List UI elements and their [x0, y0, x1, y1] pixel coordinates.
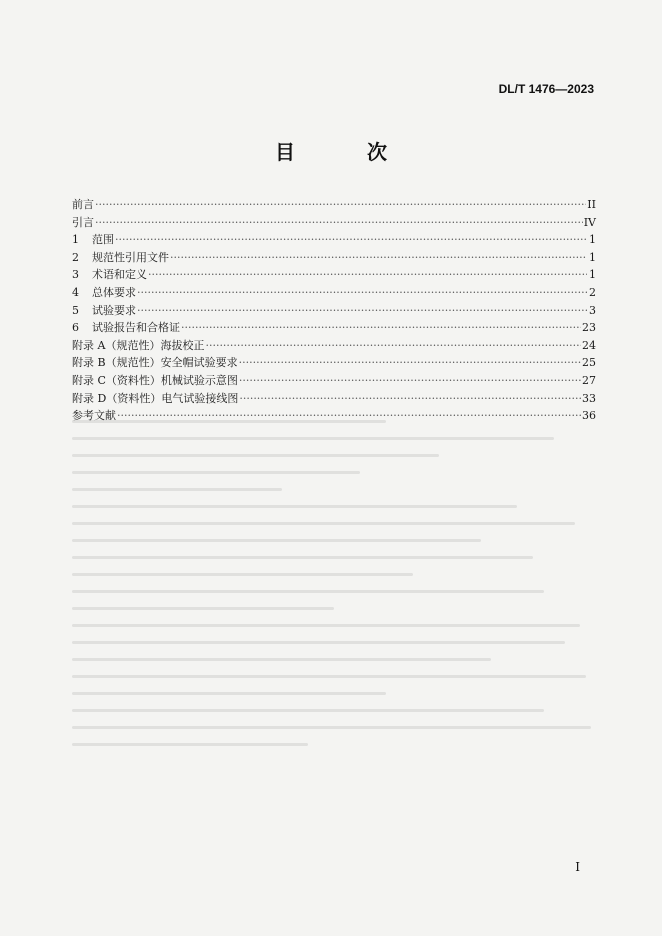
toc-entry-page: 33	[582, 391, 596, 405]
toc-entry-label: 试验要求	[92, 303, 136, 317]
toc-leader-dots	[205, 337, 581, 355]
toc-entry-label: 附录 C（资料性）机械试验示意图	[72, 373, 238, 387]
toc-leader-dots	[181, 319, 581, 337]
toc-entry-page: 24	[582, 338, 596, 352]
toc-entry-page: 36	[582, 409, 596, 423]
toc-entry[interactable]	[72, 249, 596, 267]
toc-entry[interactable]	[72, 337, 596, 355]
toc-entry-number: 6	[72, 321, 79, 335]
toc-leader-dots	[239, 354, 581, 372]
toc-entry[interactable]	[72, 302, 596, 320]
toc-entry-label: 附录 A（规范性）海拔校正	[72, 338, 205, 352]
toc-entry-label: 前言	[72, 198, 94, 211]
toc-entry-page: II	[587, 198, 596, 211]
toc-entry-page: IV	[583, 215, 596, 229]
toc-leader-dots	[115, 231, 587, 249]
toc-entry-label: 术语和定义	[92, 268, 147, 282]
standard-number: DL/T 1476—2023	[498, 82, 594, 96]
toc-entry-page: 27	[582, 373, 596, 387]
page-number: I	[575, 860, 580, 874]
toc-leader-dots	[239, 390, 581, 408]
toc-entry-number: 2	[72, 250, 79, 264]
toc-entry-page: 1	[589, 268, 596, 282]
toc-entry-number: 1	[72, 233, 79, 247]
toc-entry[interactable]	[72, 284, 596, 302]
toc-leader-dots	[239, 372, 581, 390]
page-title: 目 次	[275, 140, 413, 164]
toc-entry[interactable]	[72, 354, 596, 372]
toc-leader-dots	[95, 214, 583, 232]
toc-entry-number: 5	[72, 303, 79, 317]
toc-entry[interactable]	[72, 372, 596, 390]
toc-entry-number: 4	[72, 285, 79, 299]
toc-entry-label: 附录 D（资料性）电气试验接线图	[72, 391, 239, 405]
toc-entry-page: 3	[589, 303, 596, 317]
toc-entry-page: 1	[589, 233, 596, 247]
toc-leader-dots	[95, 196, 586, 214]
toc-entry-page: 2	[589, 285, 596, 299]
toc-leader-dots	[170, 249, 587, 267]
toc-entry-number: 3	[72, 268, 79, 282]
toc-leader-dots	[148, 266, 587, 284]
toc-entry[interactable]	[72, 196, 596, 214]
toc-entry[interactable]	[72, 266, 596, 284]
bleed-through-texture	[72, 420, 596, 850]
toc-entry-label: 试验报告和合格证	[92, 321, 180, 335]
toc-entry-label: 附录 B（规范性）安全帽试验要求	[72, 356, 238, 370]
toc-entry-page: 23	[582, 321, 596, 335]
toc-entry-page: 25	[582, 356, 596, 370]
toc-entry[interactable]	[72, 319, 596, 337]
toc-entry[interactable]	[72, 231, 596, 249]
toc-entry-label: 总体要求	[92, 285, 136, 299]
toc-entry-label: 参考文献	[72, 409, 116, 423]
toc-entry-label: 引言	[72, 215, 94, 229]
toc-entry[interactable]	[72, 390, 596, 408]
table-of-contents	[72, 196, 596, 425]
toc-entry[interactable]	[72, 214, 596, 232]
toc-leader-dots	[137, 302, 587, 320]
toc-entry-page: 1	[589, 250, 596, 264]
toc-entry-label: 规范性引用文件	[92, 250, 169, 264]
toc-entry-label: 范围	[92, 233, 114, 247]
toc-leader-dots	[137, 284, 587, 302]
